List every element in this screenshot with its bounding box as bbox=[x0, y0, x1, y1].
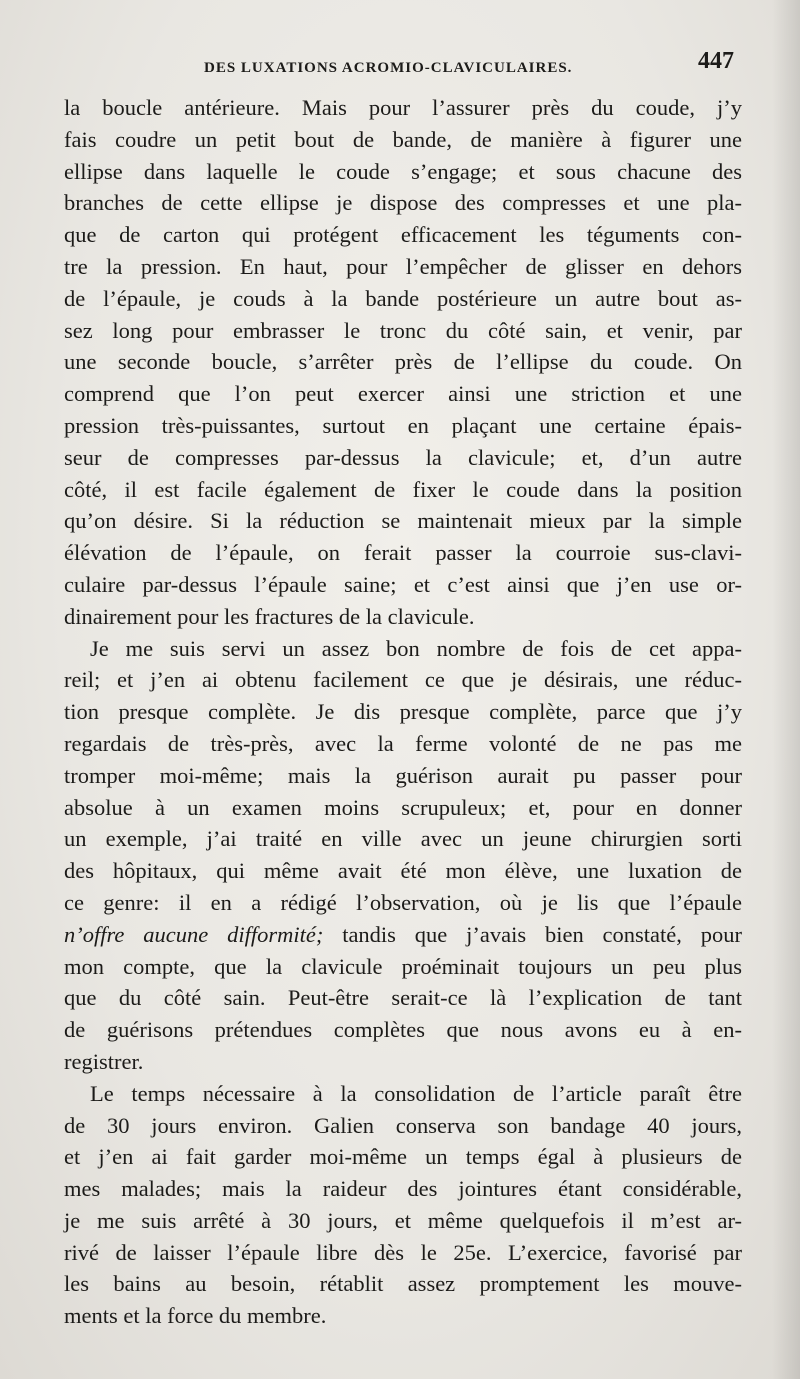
text-line: une seconde boucle, s’arrêter près de l’ellipse du coude. On bbox=[64, 349, 742, 375]
text-line: tromper moi-même; mais la guérison aurait pu passer pour bbox=[64, 762, 742, 788]
text-line: seur de compresses par-dessus la clavicule; et, d’un autre bbox=[64, 444, 742, 470]
text-line: et j’en ai fait garder moi-même un temps égal à plusieurs de bbox=[64, 1144, 742, 1170]
text-line: branches de cette ellipse je dispose des compresses et une pla- bbox=[64, 190, 742, 216]
text-line: registrer. bbox=[64, 1048, 144, 1074]
body-text bbox=[64, 92, 742, 1332]
text-line-rest: tandis que j’avais bien constaté, pour bbox=[342, 921, 742, 947]
text-line: côté, il est facile également de fixer le coude dans la position bbox=[64, 476, 742, 502]
text-line: mon compte, que la clavicule proéminait toujours un peu plus bbox=[64, 953, 742, 979]
text-line: de 30 jours environ. Galien conserva son bandage 40 jours, bbox=[64, 1112, 742, 1138]
text-line: absolue à un examen moins scrupuleux; et, pour en donner bbox=[64, 794, 742, 820]
text-line: reil; et j’en ai obtenu facilement ce que je désirais, une réduc- bbox=[64, 667, 742, 693]
text-line: qu’on désire. Si la réduction se maintenait mieux par la simple bbox=[64, 508, 742, 534]
text-line: Je me suis servi un assez bon nombre de fois de cet appa- bbox=[90, 635, 742, 661]
text-line: de l’épaule, je couds à la bande postérieure un autre bout as- bbox=[64, 285, 742, 311]
text-line: Le temps nécessaire à la consolidation de l’article paraît être bbox=[90, 1080, 742, 1106]
page-edge-shadow bbox=[772, 0, 800, 1379]
text-line: les bains au besoin, rétablit assez promptement les mouve- bbox=[64, 1271, 742, 1297]
text-line: rivé de laisser l’épaule libre dès le 25e. L’exercice, favorisé par bbox=[64, 1239, 742, 1265]
text-line: je me suis arrêté à 30 jours, et même quelquefois il m’est ar- bbox=[64, 1207, 742, 1233]
text-line: de guérisons prétendues complètes que nous avons eu à en- bbox=[64, 1017, 742, 1043]
text-line: regardais de très-près, avec la ferme volonté de ne pas me bbox=[64, 730, 742, 756]
text-line: la boucle antérieure. Mais pour l’assurer près du coude, j’y bbox=[64, 95, 742, 120]
text-line: élévation de l’épaule, on ferait passer la courroie sus-clavi- bbox=[64, 540, 742, 566]
text-line: culaire par-dessus l’épaule saine; et c’est ainsi que j’en use or- bbox=[64, 571, 742, 597]
text-line: pression très-puissantes, surtout en plaçant une certaine épais- bbox=[64, 412, 742, 438]
page-number: 447 bbox=[698, 48, 734, 74]
text-line: des hôpitaux, qui même avait été mon élève, une luxation de bbox=[64, 858, 742, 884]
text-line: mes malades; mais la raideur des jointures étant considérable, bbox=[64, 1176, 742, 1202]
text-line: sez long pour embrasser le tronc du côté sain, et venir, par bbox=[64, 317, 742, 343]
text-line: un exemple, j’ai traité en ville avec un jeune chirurgien sorti bbox=[64, 826, 742, 852]
italic-phrase: n’offre aucune difformité; bbox=[64, 921, 324, 947]
running-head: DES LUXATIONS ACROMIO-CLAVICULAIRES. bbox=[204, 60, 573, 76]
text-line: que de carton qui protégent efficacement les téguments con- bbox=[64, 222, 742, 248]
text-line: tion presque complète. Je dis presque complète, parce que j’y bbox=[64, 699, 742, 725]
text-line: que du côté sain. Peut-être serait-ce là l’explication de tant bbox=[64, 985, 742, 1011]
page-header bbox=[64, 48, 740, 82]
text-line: ce genre: il en a rédigé l’observation, où je lis que l’épaule bbox=[64, 889, 742, 915]
text-line: ellipse dans laquelle le coude s’engage; et sous chacune des bbox=[64, 158, 742, 184]
text-line: ments et la force du membre. bbox=[64, 1303, 327, 1329]
text-line: dinairement pour les fractures de la clavicule. bbox=[64, 603, 475, 629]
text-line: tre la pression. En haut, pour l’empêcher de glisser en dehors bbox=[64, 253, 742, 279]
text-line: comprend que l’on peut exercer ainsi une striction et une bbox=[64, 381, 742, 407]
text-line-with-italic bbox=[64, 919, 742, 951]
text-line: fais coudre un petit bout de bande, de manière à figurer une bbox=[64, 126, 742, 152]
